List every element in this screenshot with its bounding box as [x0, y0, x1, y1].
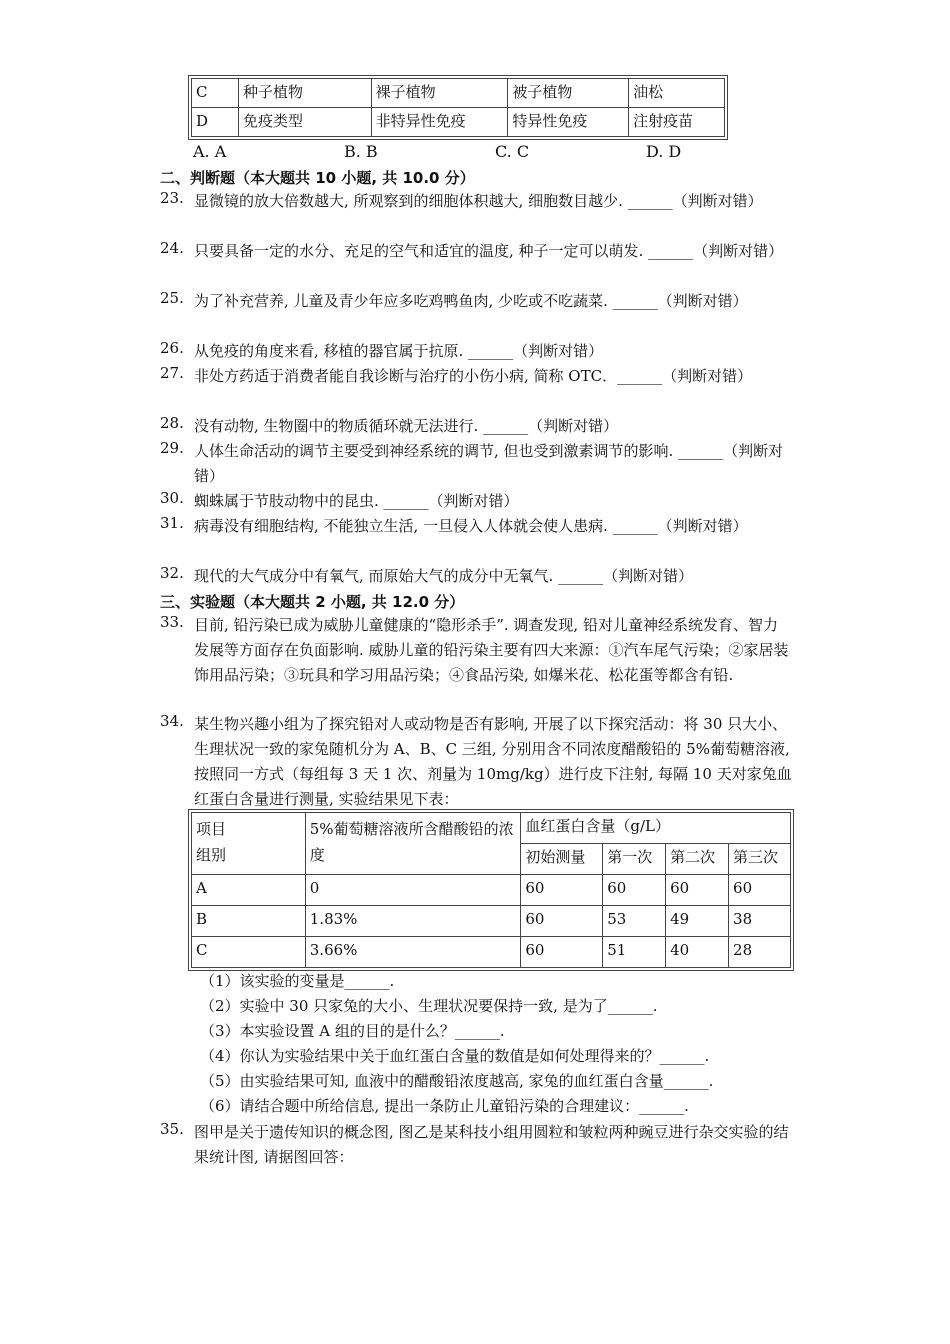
choice-b[interactable]: B. B — [344, 142, 378, 161]
question-34 — [160, 712, 792, 812]
question-33 — [160, 613, 792, 688]
header-item-group — [192, 813, 306, 875]
table-cell: 60 — [666, 875, 729, 906]
question-text: 现代的大气成分中有氧气, 而原始大气的成分中无氧气. ______（判断对错） — [194, 567, 694, 585]
table-cell: 种子植物 — [238, 79, 371, 108]
option-table — [191, 78, 725, 137]
question-number: 25. — [160, 289, 184, 307]
table-cell: 油松 — [629, 79, 725, 108]
table-cell: 特异性免疫 — [508, 108, 629, 137]
question-text: 为了补充营养, 儿童及青少年应多吃鸡鸭鱼肉, 少吃或不吃蔬菜. ______（判断对错） — [194, 292, 748, 310]
question-number: 31. — [160, 514, 184, 532]
sub-question-1: （1）该实验的变量是______. — [200, 972, 395, 990]
table-cell: 裸子植物 — [371, 79, 508, 108]
table-cell: 60 — [521, 937, 603, 968]
table-cell: 1.83% — [305, 906, 521, 937]
table-cell: 28 — [729, 937, 791, 968]
table-cell: 60 — [729, 875, 791, 906]
table-cell: 被子植物 — [508, 79, 629, 108]
question-text: 只要具备一定的水分、充足的空气和适宜的温度, 种子一定可以萌发. ______（判断对错） — [194, 242, 784, 260]
sub-question-5: （5）由实验结果可知, 血液中的醋酸铅浓度越高, 家兔的血红蛋白含量______. — [200, 1072, 714, 1090]
table-row — [192, 79, 725, 108]
table-cell: A — [192, 875, 306, 906]
table-cell: 49 — [666, 906, 729, 937]
table-cell: 60 — [521, 906, 603, 937]
question-25 — [160, 289, 792, 314]
question-number: 33. — [160, 613, 184, 631]
table-cell: C — [192, 937, 306, 968]
sub-question-2: （2）实验中 30 只家兔的大小、生理状况要保持一致, 是为了______. — [200, 997, 658, 1015]
header-hemoglobin: 血红蛋白含量（g/L） — [521, 813, 791, 844]
question-number: 26. — [160, 339, 184, 357]
table-cell: 非特异性免疫 — [371, 108, 508, 137]
table-row — [192, 108, 725, 137]
table-cell: C — [192, 79, 239, 108]
question-30 — [160, 489, 792, 514]
question-text: 蜘蛛属于节肢动物中的昆虫. ______（判断对错） — [194, 492, 519, 510]
question-number: 32. — [160, 564, 184, 582]
question-number: 24. — [160, 239, 184, 257]
question-24 — [160, 239, 792, 264]
table-cell: 60 — [521, 875, 603, 906]
table-cell: 免疫类型 — [238, 108, 371, 137]
question-27 — [160, 364, 792, 389]
table-cell: 0 — [305, 875, 521, 906]
table-cell: B — [192, 906, 306, 937]
section-title-judgement: 二、判断题（本大题共 10 小题, 共 10.0 分） — [160, 169, 475, 187]
header-concentration: 5%葡萄糖溶液所含醋酸铅的浓度 — [305, 813, 521, 875]
question-text: 某生物兴趣小组为了探究铅对人或动物是否有影响, 开展了以下探究活动：将 30 只大小、生理状况一致的家兔随机分为 A、B、C 三组, 分别用含不同浓度醋酸铅的 5%葡萄糖溶液, 按照同一方式（每组每 3 天 1 次、剂量为 10mg/kg）进行皮下注射, 每隔 10 天对家兔血红蛋白含量进行测量, 实验结果见下表： — [194, 715, 792, 808]
header-item: 项目 — [196, 820, 227, 838]
section-title-experiment: 三、实验题（本大题共 2 小题, 共 12.0 分） — [160, 593, 465, 611]
table-cell: 3.66% — [305, 937, 521, 968]
question-text: 从免疫的角度来看, 移植的器官属于抗原. ______（判断对错） — [194, 342, 604, 360]
question-text: 目前, 铅污染已成为威胁儿童健康的“隐形杀手”. 调查发现, 铅对儿童神经系统发育、智力发展等方面存在负面影响. 威胁儿童的铅污染主要有四大来源：①汽车尾气污染；②家居装饰用品污染；③玩具和学习用品污染；④食品污染, 如爆米花、松花蛋等都含有铅. — [194, 616, 789, 684]
table-row — [192, 906, 791, 937]
header-group: 组别 — [196, 846, 227, 864]
table-cell: 38 — [729, 906, 791, 937]
question-text: 人体生命活动的调节主要受到神经系统的调节, 但也受到激素调节的影响. ______（判断对错） — [194, 442, 784, 485]
question-number: 28. — [160, 414, 184, 432]
header-first: 第一次 — [603, 844, 666, 875]
question-text: 图甲是关于遗传知识的概念图, 图乙是某科技小组用圆粒和皱粒两种豌豆进行杂交实验的结果统计图, 请据图回答： — [194, 1123, 789, 1166]
sub-question-3: （3）本实验设置 A 组的目的是什么？______. — [200, 1022, 505, 1040]
choice-c[interactable]: C. C — [495, 142, 530, 161]
table-row — [192, 875, 791, 906]
question-text: 病毒没有细胞结构, 不能独立生活, 一旦侵入人体就会使人患病. ______（判断对错） — [194, 517, 748, 535]
table-cell: 40 — [666, 937, 729, 968]
question-number: 27. — [160, 364, 184, 382]
question-32 — [160, 564, 792, 589]
sub-question-4: （4）你认为实验结果中关于血红蛋白含量的数值是如何处理得来的？______. — [200, 1047, 710, 1065]
question-text: 显微镜的放大倍数越大, 所观察到的细胞体积越大, 细胞数目越少. ______（判断对错） — [194, 192, 763, 210]
experiment-table — [191, 812, 791, 968]
table-cell: 60 — [603, 875, 666, 906]
question-text: 没有动物, 生物圈中的物质循环就无法进行. ______（判断对错） — [194, 417, 619, 435]
table-row — [192, 937, 791, 968]
question-26 — [160, 339, 792, 364]
question-number: 34. — [160, 712, 184, 730]
table-cell: D — [192, 108, 239, 137]
table-cell: 53 — [603, 906, 666, 937]
question-number: 30. — [160, 489, 184, 507]
table-header-row — [192, 813, 791, 844]
question-29 — [160, 439, 792, 489]
table-cell: 注射疫苗 — [629, 108, 725, 137]
choice-d[interactable]: D. D — [646, 142, 682, 161]
question-35 — [160, 1120, 792, 1170]
header-initial: 初始测量 — [521, 844, 603, 875]
question-31 — [160, 514, 792, 539]
question-number: 23. — [160, 189, 184, 207]
question-number: 29. — [160, 439, 184, 457]
question-23 — [160, 189, 792, 214]
header-second: 第二次 — [666, 844, 729, 875]
header-third: 第三次 — [729, 844, 791, 875]
question-text: 非处方药适于消费者能自我诊断与治疗的小伤小病, 简称 OTC．______（判断对错） — [194, 367, 753, 385]
choice-a[interactable]: A. A — [193, 142, 227, 161]
question-28 — [160, 414, 792, 439]
sub-question-6: （6）请结合题中所给信息, 提出一条防止儿童铅污染的合理建议：______. — [200, 1097, 689, 1115]
table-cell: 51 — [603, 937, 666, 968]
question-number: 35. — [160, 1120, 184, 1138]
